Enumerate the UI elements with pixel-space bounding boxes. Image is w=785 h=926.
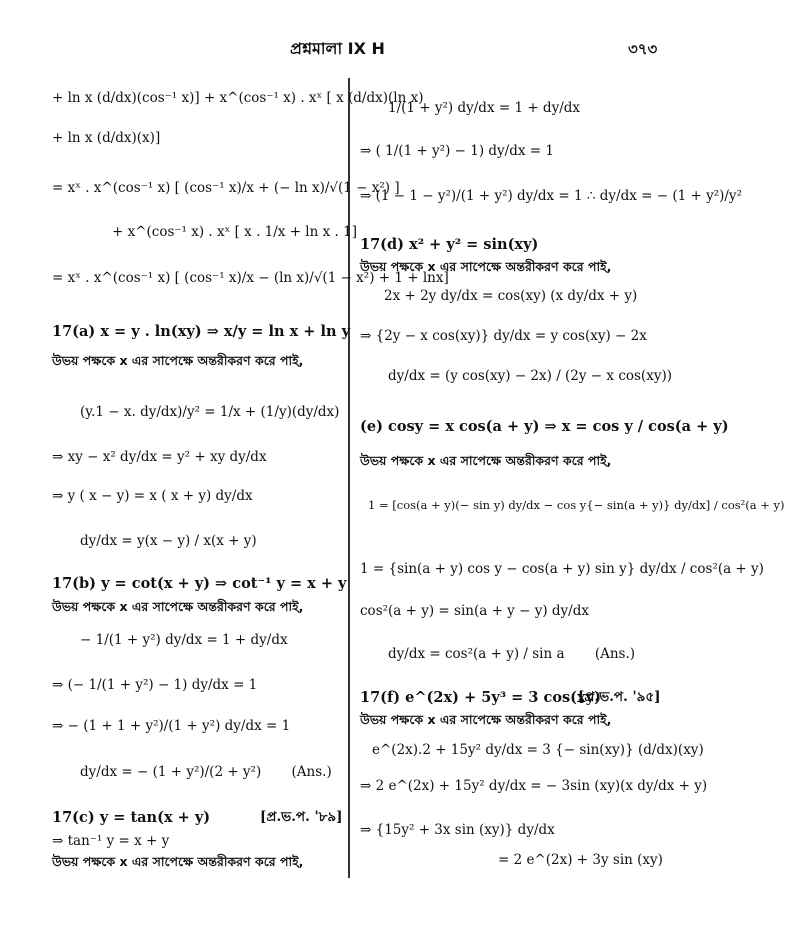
problem-17e-heading: (e) cosy = x cos(a + y) ⇒ x = cos y / cos(a + y) <box>360 418 729 435</box>
eq-17e-1: 1 = [cos(a + y)(− sin y) dy/dx − cos y{− sin(a + y)} dy/dx] / cos²(a + y) <box>368 498 785 512</box>
column-divider <box>348 78 350 878</box>
eq-17b-1: − 1/(1 + y²) dy/dx = 1 + dy/dx <box>80 632 288 648</box>
eq-17a-4: dy/dx = y(x − y) / x(x + y) <box>80 533 257 549</box>
differentiate-note-6: উভয় পক্ষকে x এর সাপেক্ষে অন্তরীকরণ করে পাই, <box>360 712 612 727</box>
problem-17b-heading: 17(b) y = cot(x + y) ⇒ cot⁻¹ y = x + y <box>52 575 347 592</box>
eq-17d-2: ⇒ {2y − x cos(xy)} dy/dx = y cos(xy) − 2x <box>360 328 647 344</box>
eq-17e-4 <box>388 646 635 663</box>
eq-17f-4: = 2 e^(2x) + 3y sin (xy) <box>498 852 663 868</box>
eq-17b-2: ⇒ (− 1/(1 + y²) − 1) dy/dx = 1 <box>52 677 258 693</box>
problem-17c-heading: 17(c) y = tan(x + y) <box>52 809 211 826</box>
eq-right-1: 1/(1 + y²) dy/dx = 1 + dy/dx <box>388 100 581 116</box>
eq-17f-3: ⇒ {15y² + 3x sin (xy)} dy/dx <box>360 822 555 838</box>
eq-17b-4-text: dy/dx = − (1 + y²)/(2 + y²) <box>80 764 262 780</box>
problem-17f-reference: [প্র.ভ.প. '৯৫] <box>578 689 661 705</box>
differentiate-note-2: উভয় পক্ষকে x এর সাপেক্ষে অন্তরীকরণ করে পাই, <box>52 599 304 614</box>
differentiate-note-5: উভয় পক্ষকে x এর সাপেক্ষে অন্তরীকরণ করে পাই, <box>360 453 612 468</box>
eq-17a-3: ⇒ y ( x − y) = x ( x + y) dy/dx <box>52 488 253 504</box>
eq-left-4: + x^(cos⁻¹ x) . xˣ [ x . 1/x + ln x . 1] <box>112 224 357 240</box>
eq-17c-1: ⇒ tan⁻¹ y = x + y <box>52 833 170 849</box>
eq-17b-3: ⇒ − (1 + 1 + y²)/(1 + y²) dy/dx = 1 <box>52 718 291 734</box>
eq-left-3: = xˣ . x^(cos⁻¹ x) [ (cos⁻¹ x)/x + (− ln x)/√(1 − x²) ] <box>52 180 400 196</box>
eq-right-3: ⇒ (1 − 1 − y²)/(1 + y²) dy/dx = 1 ∴ dy/dx = − (1 + y²)/y² <box>360 188 742 204</box>
problem-17f-heading: 17(f) e^(2x) + 5y³ = 3 cos(xy) <box>360 689 601 706</box>
differentiate-note-1: উভয় পক্ষকে x এর সাপেক্ষে অন্তরীকরণ করে পাই, <box>52 353 304 368</box>
eq-left-2: + ln x (d/dx)(x)] <box>52 130 161 146</box>
eq-right-2: ⇒ ( 1/(1 + y²) − 1) dy/dx = 1 <box>360 143 554 159</box>
eq-17a-1: (y.1 − x. dy/dx)/y² = 1/x + (1/y)(dy/dx) <box>80 404 340 420</box>
problem-17d-heading: 17(d) x² + y² = sin(xy) <box>360 236 539 253</box>
ans-label-17e: (Ans.) <box>594 646 636 662</box>
eq-17d-1: 2x + 2y dy/dx = cos(xy) (x dy/dx + y) <box>384 288 638 304</box>
eq-17e-2: 1 = {sin(a + y) cos y − cos(a + y) sin y} dy/dx / cos²(a + y) <box>360 561 764 577</box>
page-number: ৩৭৩ <box>628 40 658 58</box>
differentiate-note-3: উভয় পক্ষকে x এর সাপেক্ষে অন্তরীকরণ করে পাই, <box>52 854 304 869</box>
problem-17c-reference: [প্র.ভ.প. '৮৯] <box>260 809 343 825</box>
eq-17f-1: e^(2x).2 + 15y² dy/dx = 3 {− sin(xy)} (d/dx)(xy) <box>372 742 704 758</box>
problem-17a-heading: 17(a) x = y . ln(xy) ⇒ x/y = ln x + ln y <box>52 323 351 340</box>
eq-17f-2: ⇒ 2 e^(2x) + 15y² dy/dx = − 3sin (xy)(x dy/dx + y) <box>360 778 708 794</box>
eq-17e-3: cos²(a + y) = sin(a + y − y) dy/dx <box>360 603 589 619</box>
eq-17e-4-text: dy/dx = cos²(a + y) / sin a <box>388 646 565 662</box>
eq-17a-2: ⇒ xy − x² dy/dx = y² + xy dy/dx <box>52 449 267 465</box>
ans-label-17b: (Ans.) <box>291 764 332 780</box>
eq-left-1: + ln x (d/dx)(cos⁻¹ x)] + x^(cos⁻¹ x) . xˣ [ x (d/dx)(ln x) <box>52 90 424 106</box>
eq-17b-4 <box>80 764 332 781</box>
differentiate-note-4: উভয় পক্ষকে x এর সাপেক্ষে অন্তরীকরণ করে পাই, <box>360 259 612 274</box>
page-header-title: প্রশ্নমালা IX H <box>290 39 385 58</box>
eq-17d-3: dy/dx = (y cos(xy) − 2x) / (2y − x cos(xy)) <box>388 368 672 384</box>
eq-left-5: = xˣ . x^(cos⁻¹ x) [ (cos⁻¹ x)/x − (ln x)/√(1 − x²) + 1 + lnx] <box>52 270 449 286</box>
